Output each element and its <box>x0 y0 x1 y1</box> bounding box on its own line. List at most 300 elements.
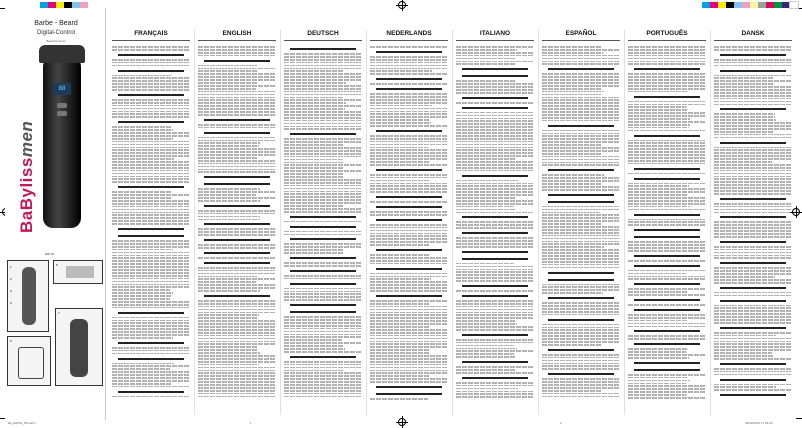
section-heading-line <box>634 96 700 98</box>
text-line <box>714 355 774 357</box>
section-heading-line <box>634 236 700 238</box>
text-line <box>198 346 257 348</box>
text-line <box>112 386 190 388</box>
diagram-label: 5 <box>56 263 58 267</box>
text-line <box>542 82 620 84</box>
text-line <box>542 344 601 346</box>
text-line <box>112 220 190 222</box>
section-heading-line <box>462 285 528 287</box>
text-line <box>628 323 706 325</box>
text-line <box>542 177 620 179</box>
text-line <box>542 55 620 57</box>
text-line <box>714 295 792 297</box>
text-line <box>628 148 706 150</box>
text-line <box>542 267 620 269</box>
text-line <box>456 83 534 85</box>
text-line <box>456 161 534 163</box>
text-line <box>456 372 534 374</box>
text-line <box>628 183 706 185</box>
text-line <box>198 384 276 386</box>
section-heading-line <box>634 178 700 180</box>
text-line <box>370 317 448 319</box>
language-text-nl <box>370 28 448 418</box>
color-swatch <box>702 2 710 8</box>
text-line <box>284 351 362 353</box>
text-line <box>370 372 448 374</box>
text-line <box>284 322 362 324</box>
text-line <box>284 319 362 321</box>
text-line <box>542 302 620 304</box>
section-heading-line <box>376 130 442 132</box>
text-line <box>112 203 190 205</box>
text-line <box>198 216 260 218</box>
section-heading-line <box>204 119 270 121</box>
text-line <box>456 382 534 384</box>
text-line <box>112 209 190 211</box>
text-line <box>112 176 190 178</box>
text-line <box>456 63 515 65</box>
section-heading-line <box>634 299 700 301</box>
text-line <box>284 173 343 175</box>
text-line <box>714 49 792 51</box>
text-line <box>370 273 448 275</box>
text-line <box>542 360 620 362</box>
text-line <box>198 163 276 165</box>
text-line <box>628 118 690 120</box>
text-line <box>198 154 276 156</box>
text-line <box>284 361 362 363</box>
text-line <box>370 314 448 316</box>
text-line <box>542 368 620 370</box>
section-heading-line <box>634 255 700 257</box>
text-line <box>112 113 190 115</box>
text-line <box>112 200 190 202</box>
text-line <box>198 396 276 398</box>
text-line <box>112 295 172 297</box>
section-heading-line <box>634 135 700 137</box>
text-line <box>198 145 259 147</box>
text-line <box>628 247 706 249</box>
text-line <box>714 83 773 85</box>
print-slug-left: E6_E807E_IB.indd 1 <box>8 421 36 425</box>
section-heading-line <box>462 295 528 297</box>
section-heading-line <box>118 186 184 188</box>
text-line <box>284 150 362 152</box>
text-line <box>456 155 534 157</box>
text-line <box>542 133 620 135</box>
diagram-label: 4 <box>10 301 12 305</box>
text-line <box>628 206 690 208</box>
text-line <box>714 203 792 205</box>
text-line <box>714 257 792 259</box>
text-line <box>456 385 534 387</box>
text-line <box>112 396 190 398</box>
section-heading-line <box>720 327 786 329</box>
text-line <box>456 183 534 185</box>
color-swatch <box>782 2 790 8</box>
text-line <box>198 367 276 369</box>
section-heading-line <box>376 249 442 251</box>
diagram-label: 2 <box>10 277 12 281</box>
text-line <box>370 119 429 121</box>
section-heading-line <box>376 219 442 221</box>
text-line <box>714 101 792 103</box>
text-line <box>628 58 706 60</box>
section-heading-line <box>462 216 528 218</box>
text-line <box>714 190 792 192</box>
color-swatch <box>742 2 750 8</box>
text-line <box>456 243 534 245</box>
text-line <box>628 124 690 126</box>
text-line <box>456 266 534 268</box>
text-line <box>456 209 515 211</box>
language-text-es <box>542 28 620 418</box>
text-line <box>198 99 276 101</box>
text-line <box>370 68 448 70</box>
text-line <box>112 181 190 183</box>
text-line <box>370 367 448 369</box>
text-line <box>370 241 448 243</box>
text-line <box>112 374 190 376</box>
text-line <box>112 141 190 143</box>
section-heading-line <box>548 373 614 375</box>
text-line <box>456 200 534 202</box>
section-heading-line <box>118 235 184 237</box>
text-line <box>714 273 792 275</box>
text-line <box>714 249 792 251</box>
text-line <box>628 244 706 246</box>
text-line <box>456 329 534 331</box>
text-line <box>542 226 620 228</box>
text-line <box>198 213 276 215</box>
text-line <box>628 397 706 399</box>
section-heading-line <box>548 169 614 171</box>
section-heading-line <box>204 183 270 185</box>
text-line <box>542 212 600 214</box>
text-line <box>628 354 706 356</box>
text-line <box>628 209 706 211</box>
text-line <box>542 252 620 254</box>
text-line <box>714 221 792 223</box>
text-line <box>714 164 792 166</box>
text-line <box>628 291 688 293</box>
text-line <box>112 59 190 61</box>
trimmer-illustration <box>43 53 81 228</box>
text-line <box>542 52 603 54</box>
text-line <box>628 276 706 278</box>
text-line <box>628 142 706 144</box>
text-line <box>198 142 260 144</box>
text-line <box>284 170 362 172</box>
text-line <box>198 197 276 199</box>
section-heading-line <box>204 223 270 225</box>
text-line <box>542 189 620 191</box>
language-heading-it: ITALIANO <box>479 30 511 37</box>
section-heading-line <box>204 205 270 207</box>
text-line <box>284 325 362 327</box>
text-line <box>198 390 276 392</box>
text-line <box>284 316 362 318</box>
text-line <box>198 234 276 236</box>
text-line <box>456 314 534 316</box>
color-bar-right <box>702 2 798 8</box>
text-line <box>284 128 362 130</box>
text-line <box>284 182 362 184</box>
text-line <box>112 269 190 271</box>
language-text-pt <box>628 28 706 418</box>
text-line <box>112 353 190 355</box>
text-line <box>714 307 792 309</box>
text-line <box>628 88 706 90</box>
text-line <box>542 243 620 245</box>
text-line <box>284 117 362 119</box>
language-heading-en: ENGLISH <box>222 30 252 37</box>
text-line <box>456 112 534 114</box>
text-line <box>456 309 534 311</box>
text-line <box>542 384 620 386</box>
text-line <box>370 180 430 182</box>
text-line <box>542 186 620 188</box>
language-text-de <box>284 28 362 418</box>
text-line <box>542 209 620 211</box>
section-heading-line <box>720 241 786 243</box>
text-line <box>542 94 601 96</box>
text-line <box>370 309 448 311</box>
text-line <box>628 338 706 340</box>
section-heading-line <box>634 362 700 364</box>
text-line <box>456 317 534 319</box>
column-divider <box>710 30 711 415</box>
text-line <box>198 393 276 395</box>
text-line <box>284 348 345 350</box>
text-line <box>284 167 343 169</box>
text-line <box>112 152 190 154</box>
text-line <box>542 220 620 222</box>
text-line <box>714 389 792 391</box>
text-line <box>456 306 534 308</box>
text-line <box>112 102 190 104</box>
text-line <box>112 317 190 319</box>
text-line <box>628 270 706 272</box>
text-line <box>198 127 276 129</box>
text-line <box>198 326 276 328</box>
text-line <box>112 197 171 199</box>
text-line <box>456 280 534 282</box>
product-line: Barbe - Beard <box>34 20 78 27</box>
text-line <box>198 52 276 54</box>
text-line <box>714 255 792 257</box>
text-line <box>628 304 706 306</box>
text-line <box>284 367 362 369</box>
language-text-it <box>456 28 534 418</box>
text-line <box>284 114 362 116</box>
text-line <box>714 149 792 151</box>
text-line <box>714 352 772 354</box>
text-line <box>198 343 276 345</box>
text-line <box>456 323 517 325</box>
text-line <box>370 290 448 292</box>
text-line <box>456 221 534 223</box>
text-line <box>284 138 362 140</box>
section-heading-line <box>634 309 700 311</box>
text-line <box>198 108 276 110</box>
text-line <box>370 65 448 67</box>
text-line <box>112 129 173 131</box>
text-line <box>284 249 343 251</box>
section-heading-line <box>118 312 184 314</box>
text-line <box>542 327 620 329</box>
text-line <box>542 206 620 208</box>
text-line <box>284 202 362 204</box>
text-line <box>198 76 276 78</box>
text-line <box>628 151 706 153</box>
text-line <box>112 155 190 157</box>
text-line <box>284 191 362 193</box>
diagram-label: 6 <box>10 339 12 343</box>
text-line <box>714 246 792 248</box>
text-line <box>284 375 362 377</box>
text-line <box>112 49 190 51</box>
text-line <box>284 265 362 267</box>
text-line <box>198 157 258 159</box>
text-line <box>456 149 534 151</box>
text-line <box>284 68 362 70</box>
text-line <box>112 206 190 208</box>
text-line <box>198 140 276 142</box>
text-line <box>112 281 190 283</box>
text-line <box>112 377 190 379</box>
text-line <box>542 214 620 216</box>
text-line <box>284 328 362 330</box>
section-heading-line <box>462 361 528 363</box>
text-line <box>198 257 276 259</box>
text-line <box>456 55 534 57</box>
text-line <box>198 91 276 93</box>
text-line <box>628 394 686 396</box>
text-line <box>714 227 792 229</box>
section-heading-line <box>634 168 700 170</box>
text-line <box>284 147 362 149</box>
text-line <box>456 303 534 305</box>
text-line <box>542 141 620 143</box>
text-line <box>370 352 430 354</box>
text-line <box>198 281 256 283</box>
text-line <box>542 393 620 395</box>
text-line <box>112 292 173 294</box>
text-line <box>112 275 190 277</box>
text-line <box>198 55 276 57</box>
text-line <box>370 260 448 262</box>
text-line <box>714 181 792 183</box>
text-line <box>370 323 448 325</box>
text-line <box>714 113 775 115</box>
text-line <box>370 155 448 157</box>
text-line <box>456 388 518 390</box>
text-line <box>198 160 276 162</box>
text-line <box>198 210 276 212</box>
text-line <box>628 194 687 196</box>
text-line <box>628 294 706 296</box>
text-line <box>542 108 620 110</box>
text-line <box>198 137 276 139</box>
text-line <box>456 320 516 322</box>
section-heading-line <box>548 194 614 196</box>
text-line <box>112 272 190 274</box>
text-line <box>714 358 792 360</box>
text-line <box>370 235 448 237</box>
text-line <box>628 46 706 48</box>
section-heading-line <box>720 300 786 302</box>
text-line <box>542 156 620 158</box>
text-line <box>284 372 362 374</box>
text-line <box>714 386 776 388</box>
section-heading-line <box>634 283 700 285</box>
text-line <box>456 61 534 63</box>
print-slug-right: 05/02/2015 17:25:20 <box>745 421 773 425</box>
text-line <box>714 187 792 189</box>
text-line <box>370 201 448 203</box>
text-line <box>112 46 190 48</box>
text-line <box>714 305 792 307</box>
text-line <box>284 82 346 84</box>
section-heading-line <box>462 107 528 109</box>
section-heading-line <box>290 304 356 306</box>
text-line <box>198 278 276 280</box>
text-line <box>456 345 514 347</box>
text-line <box>714 122 792 124</box>
text-line <box>542 162 620 164</box>
text-line <box>714 224 792 226</box>
text-line <box>370 99 448 101</box>
text-line <box>284 79 362 81</box>
text-line <box>628 241 706 243</box>
text-line <box>284 70 344 72</box>
text-line <box>456 326 534 328</box>
text-line <box>456 102 534 104</box>
text-line <box>198 355 276 357</box>
text-line <box>628 104 706 106</box>
text-line <box>370 227 448 229</box>
text-line <box>714 158 792 160</box>
registration-mark-right <box>792 208 800 216</box>
text-line <box>370 144 448 146</box>
tagline: Beard trimmer <box>46 39 66 43</box>
text-line <box>370 338 448 340</box>
text-line <box>284 390 362 392</box>
text-line <box>542 284 620 286</box>
text-line <box>112 89 190 91</box>
text-line <box>370 183 448 185</box>
page-mark-2: 2 <box>560 421 562 425</box>
text-line <box>284 176 343 178</box>
text-line <box>456 197 515 199</box>
section-heading-line <box>720 198 786 200</box>
text-line <box>198 270 276 272</box>
text-line <box>542 88 602 90</box>
text-line <box>112 99 190 101</box>
text-line <box>714 206 792 208</box>
text-line <box>542 130 620 132</box>
text-line <box>370 70 432 72</box>
trimmer-button-up <box>57 103 67 108</box>
text-line <box>284 293 362 295</box>
text-line <box>542 357 620 359</box>
text-line <box>284 393 362 395</box>
text-line <box>714 152 792 154</box>
text-line <box>198 194 256 196</box>
text-line <box>112 365 190 367</box>
text-line <box>542 308 620 310</box>
